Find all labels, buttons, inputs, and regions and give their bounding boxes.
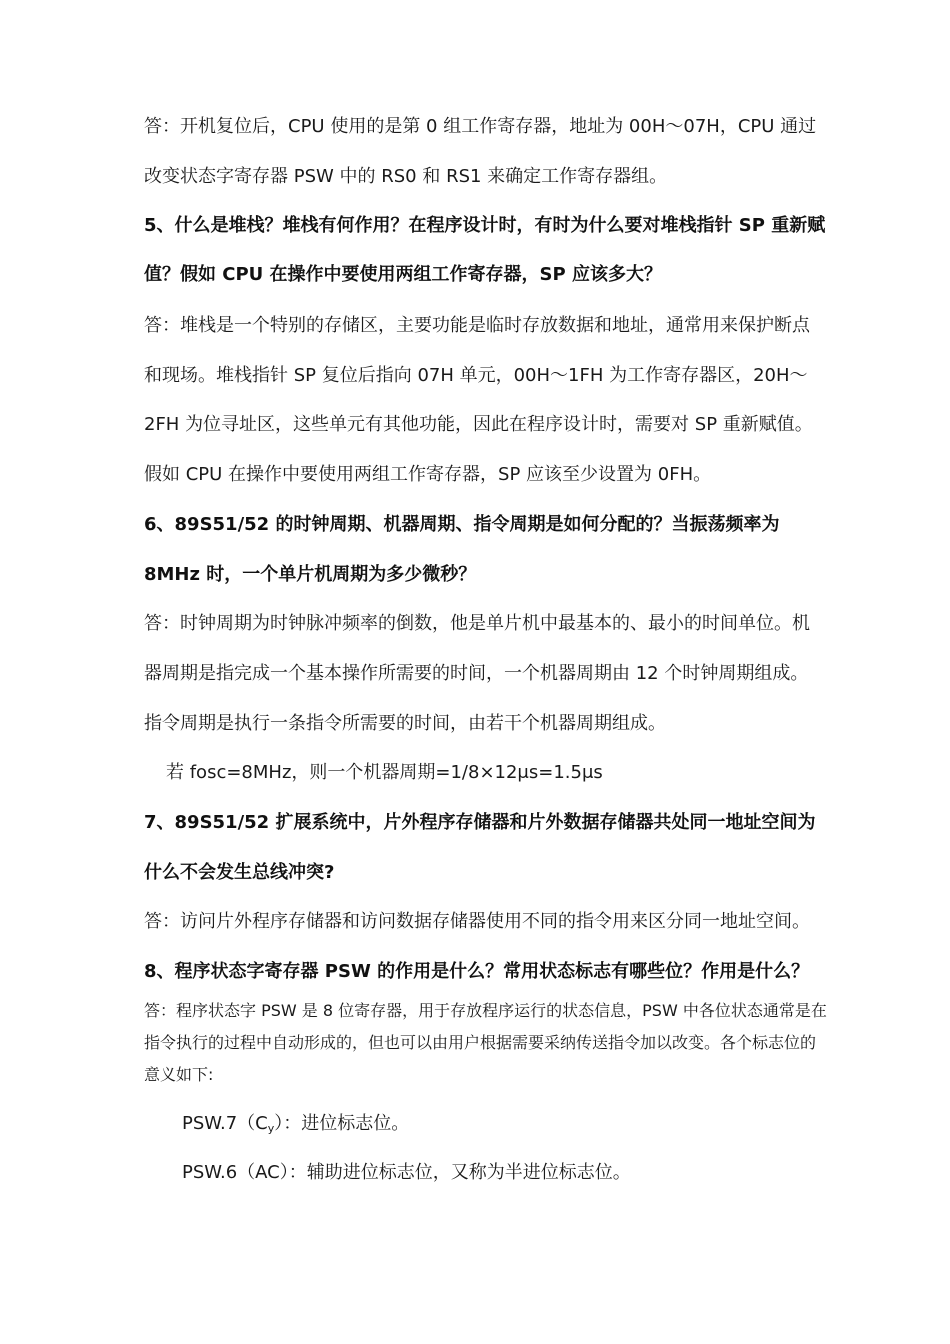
question-5-line-1: 5、什么是堆栈？堆栈有何作用？在程序设计时，有时为什么要对堆栈指针 SP 重新赋 — [144, 215, 826, 236]
answer-5-line-2: 和现场。堆栈指针 SP 复位后指向 07H 单元，00H～1FH 为工作寄存器区，20H～ — [144, 365, 808, 386]
psw7-suffix: ）：进位标志位。 — [274, 1113, 410, 1134]
answer-4-line-2: 改变状态字寄存器 PSW 中的 RS0 和 RS1 来确定工作寄存器组。 — [144, 166, 668, 187]
psw7-prefix: PSW.7（C — [182, 1113, 268, 1134]
question-7-line-1: 7、89S51/52 扩展系统中，片外程序存储器和片外数据存储器共处同一地址空间为 — [144, 812, 816, 833]
answer-6-line-1: 答：时钟周期为时钟脉冲频率的倒数，他是单片机中最基本的、最小的时间单位。机 — [144, 613, 810, 634]
answer-6-line-2: 器周期是指完成一个基本操作所需要的时间，一个机器周期由 12 个时钟周期组成。 — [144, 663, 809, 684]
answer-4-line-1: 答：开机复位后，CPU 使用的是第 0 组工作寄存器，地址为 00H～07H，CPU 通过 — [144, 116, 817, 137]
answer-7-line-1: 答：访问片外程序存储器和访问数据存储器使用不同的指令用来区分同一地址空间。 — [144, 911, 810, 932]
answer-5-line-3: 2FH 为位寻址区，这些单元有其他功能，因此在程序设计时，需要对 SP 重新赋值。 — [144, 414, 813, 435]
question-8-line-1: 8、程序状态字寄存器 PSW 的作用是什么？常用状态标志有哪些位？作用是什么？ — [144, 961, 810, 982]
psw6-definition: PSW.6（AC）：辅助进位标志位，又称为半进位标志位。 — [182, 1162, 631, 1183]
answer-6-line-3: 指令周期是执行一条指令所需要的时间，由若干个机器周期组成。 — [144, 713, 666, 734]
answer-5-line-1: 答：堆栈是一个特别的存储区，主要功能是临时存放数据和地址，通常用来保护断点 — [144, 315, 810, 336]
answer-6-formula: 若 fosc=8MHz，则一个机器周期=1/8×12μs=1.5μs — [166, 762, 603, 783]
answer-5-line-4: 假如 CPU 在操作中要使用两组工作寄存器，SP 应该至少设置为 0FH。 — [144, 464, 712, 485]
answer-8-line-2: 指令执行的过程中自动形成的，但也可以由用户根据需要采纳传送指令加以改变。各个标志位的 — [144, 1033, 817, 1052]
psw7-definition — [182, 1112, 409, 1141]
question-6-line-1: 6、89S51/52 的时钟周期、机器周期、指令周期是如何分配的？当振荡频率为 — [144, 514, 780, 535]
question-6-line-2: 8MHz 时，一个单片机周期为多少微秒？ — [144, 564, 477, 585]
answer-8-line-3: 意义如下: — [144, 1065, 214, 1084]
question-5-line-2: 值？假如 CPU 在操作中要使用两组工作寄存器，SP 应该多大？ — [144, 264, 662, 285]
psw7-subscript: y — [267, 1122, 275, 1135]
answer-8-line-1: 答：程序状态字 PSW 是 8 位寄存器，用于存放程序运行的状态信息，PSW 中各位状态通常是在 — [144, 1001, 827, 1020]
question-7-line-2: 什么不会发生总线冲突? — [144, 862, 335, 883]
